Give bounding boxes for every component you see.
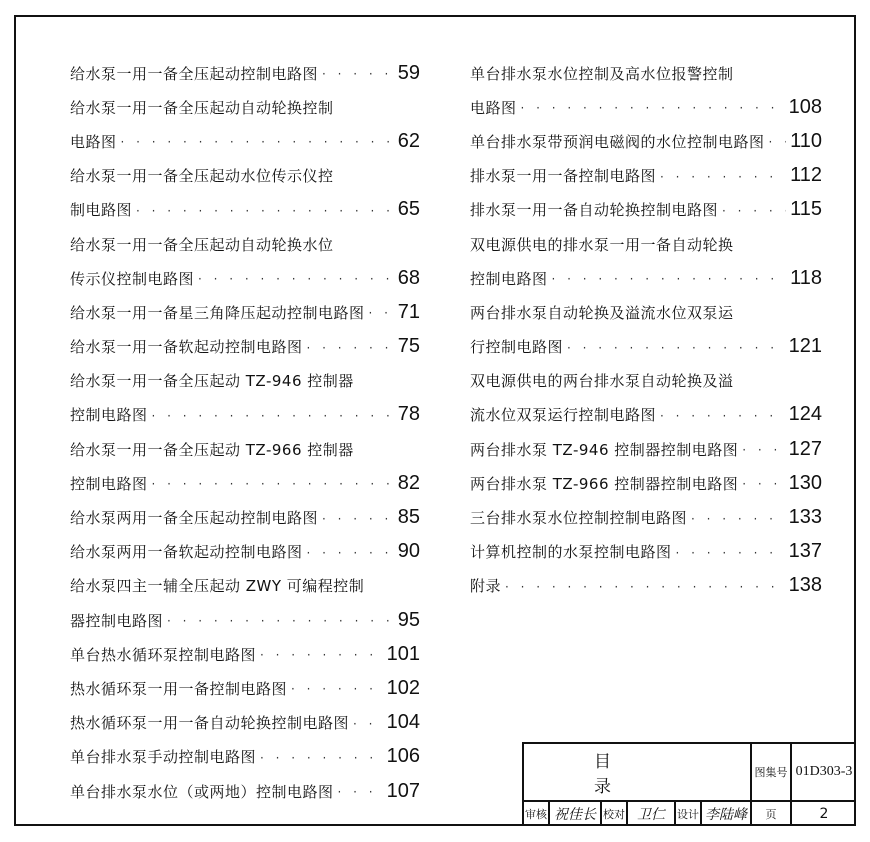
design-signature: 李陆峰 [700, 802, 750, 826]
toc-entry [70, 124, 420, 158]
toc-entry-title: 给水泵一用一备全压起动控制电路图 [70, 64, 319, 83]
toc-entry-title: 给水泵一用一备全压起动 TZ-946 控制器 [70, 372, 354, 391]
toc-entry-title: 电路图 [470, 98, 517, 117]
toc-leader-dots [656, 409, 785, 423]
toc-entry-title: 双电源供电的两台排水泵自动轮换及溢 [470, 372, 734, 391]
toc-entry-title: 三台排水泵水位控制控制电路图 [470, 509, 688, 528]
toc-entry-page: 82 [397, 471, 420, 494]
toc-entry-title: 双电源供电的排水泵一用一备自动轮换 [470, 235, 734, 254]
check-signature: 卫仁 [626, 802, 674, 826]
toc-entry-page: 115 [790, 198, 822, 221]
toc-entry [470, 432, 822, 466]
toc-entry-title: 给水泵一用一备全压起动自动轮换控制 [70, 98, 334, 117]
toc-entry-page: 71 [397, 300, 420, 323]
toc-entry-page: 95 [397, 608, 420, 631]
toc-entry-title: 单台排水泵水位（或两地）控制电路图 [70, 782, 334, 801]
toc-entry [70, 193, 420, 227]
toc-leader-dots [132, 204, 394, 218]
toc-entry-title: 给水泵一用一备星三角降压起动控制电路图 [70, 303, 365, 322]
toc-entry [70, 637, 420, 671]
design-label: 设计 [674, 802, 700, 826]
toc-leader-dots [117, 135, 394, 149]
toc-entry-title: 单台热水循环泵控制电路图 [70, 645, 257, 664]
toc-entry [470, 398, 822, 432]
toc-entry-page: 75 [397, 335, 420, 358]
toc-entry-title: 控制电路图 [70, 474, 148, 493]
toc-entry-title: 排水泵一用一备自动轮换控制电路图 [470, 201, 719, 220]
toc-entry-page: 133 [788, 506, 822, 529]
toc-leader-dots [318, 512, 394, 526]
toc-entry-title: 控制电路图 [470, 269, 548, 288]
toc-entry-page: 118 [790, 266, 822, 289]
toc-entry-title: 制电路图 [70, 201, 133, 220]
toc-entry [70, 603, 420, 637]
toc-entry [470, 261, 822, 295]
title-block [522, 742, 856, 826]
atlas-number: 01D303-3 [790, 744, 856, 800]
toc-entry [470, 159, 822, 193]
toc-entry [470, 330, 822, 364]
toc-entry-page: 65 [397, 198, 420, 221]
check-label: 校对 [600, 802, 626, 826]
toc-entry-page: 127 [788, 437, 822, 460]
title-block-title: 目录 [594, 752, 681, 797]
toc-leader-dots [163, 614, 394, 628]
toc-entry-title: 附录 [470, 577, 502, 596]
toc-leader-dots [672, 546, 785, 560]
toc-leader-dots [256, 751, 383, 765]
toc-entry-page: 138 [788, 574, 822, 597]
toc-entry [70, 500, 420, 534]
toc-entry [470, 193, 822, 227]
toc-entry [70, 295, 420, 329]
toc-entry-page: 101 [386, 642, 420, 665]
toc-entry [70, 706, 420, 740]
toc-leader-dots [303, 546, 394, 560]
toc-entry [470, 364, 822, 398]
toc-entry-title: 热水循环泵一用一备自动轮换控制电路图 [70, 714, 350, 733]
review-label: 审核 [525, 808, 547, 821]
toc-left-column [70, 56, 420, 808]
toc-entry [70, 740, 420, 774]
toc-leader-dots [656, 170, 786, 184]
toc-leader-dots [365, 306, 394, 320]
toc-entry [470, 227, 822, 261]
toc-entry-page: 102 [386, 676, 420, 699]
toc-entry-title: 单台排水泵手动控制电路图 [70, 748, 257, 767]
toc-entry [70, 398, 420, 432]
toc-entry-title: 两台排水泵 TZ-966 控制器控制电路图 [470, 474, 739, 493]
toc-entry-title: 单台排水泵水位控制及高水位报警控制 [470, 64, 734, 83]
toc-entry-page: 106 [386, 745, 420, 768]
toc-leader-dots [738, 477, 784, 491]
toc-entry-title: 给水泵一用一备全压起动自动轮换水位 [70, 235, 334, 254]
toc-entry [470, 569, 822, 603]
toc-entry-page: 90 [397, 540, 420, 563]
toc-entry-title: 给水泵两用一备软起动控制电路图 [70, 543, 303, 562]
toc-leader-dots [718, 204, 786, 218]
toc-leader-dots [334, 785, 383, 799]
toc-leader-dots [548, 272, 787, 286]
toc-entry [70, 569, 420, 603]
page-number: 2 [790, 802, 856, 826]
toc-entry-page: 110 [790, 129, 822, 152]
toc-entry-page: 59 [397, 61, 420, 84]
toc-entry-title: 给水泵一用一备软起动控制电路图 [70, 338, 303, 357]
toc-entry-title: 排水泵一用一备控制电路图 [470, 167, 657, 186]
toc-entry [70, 432, 420, 466]
toc-leader-dots [256, 648, 383, 662]
toc-entry [470, 124, 822, 158]
toc-right-column [470, 56, 822, 603]
toc-entry-page: 85 [397, 506, 420, 529]
toc-entry-title: 行控制电路图 [470, 338, 564, 357]
toc-entry [470, 295, 822, 329]
toc-entry-title: 给水泵四主一辅全压起动 ZWY 可编程控制 [70, 577, 365, 596]
toc-entry-page: 62 [397, 129, 420, 152]
page-label: 页 [750, 802, 790, 826]
toc-entry-title: 传示仪控制电路图 [70, 269, 195, 288]
toc-entry [470, 90, 822, 124]
toc-leader-dots [148, 477, 394, 491]
atlas-label: 图集号 [750, 744, 790, 800]
toc-entry [70, 364, 420, 398]
toc-entry-page: 137 [788, 540, 822, 563]
toc-entry-page: 121 [788, 335, 822, 358]
toc-entry [70, 227, 420, 261]
toc-entry [70, 774, 420, 808]
toc-entry [70, 159, 420, 193]
toc-leader-dots [563, 341, 785, 355]
toc-leader-dots [349, 717, 383, 731]
toc-entry [470, 500, 822, 534]
review-signature: 祝佳长 [548, 802, 600, 826]
toc-entry-page: 124 [788, 403, 822, 426]
toc-entry-title: 器控制电路图 [70, 611, 164, 630]
toc-entry-title: 两台排水泵自动轮换及溢流水位双泵运 [470, 303, 734, 322]
toc-entry [470, 535, 822, 569]
toc-entry [70, 466, 420, 500]
toc-entry [470, 56, 822, 90]
toc-entry [70, 535, 420, 569]
toc-leader-dots [318, 67, 394, 81]
toc-leader-dots [765, 135, 787, 149]
toc-entry-title: 热水循环泵一用一备控制电路图 [70, 679, 288, 698]
toc-entry-title: 给水泵一用一备全压起动 TZ-966 控制器 [70, 440, 354, 459]
toc-entry [70, 671, 420, 705]
toc-entry-page: 112 [790, 164, 822, 187]
toc-entry-title: 电路图 [70, 132, 117, 151]
toc-leader-dots [687, 512, 785, 526]
toc-leader-dots [303, 341, 394, 355]
toc-leader-dots [501, 580, 785, 594]
toc-entry-title: 单台排水泵带预润电磁阀的水位控制电路图 [470, 132, 765, 151]
toc-leader-dots [738, 443, 784, 457]
toc-leader-dots [148, 409, 394, 423]
toc-leader-dots [287, 682, 383, 696]
toc-entry-page: 107 [386, 779, 420, 802]
toc-entry [70, 56, 420, 90]
toc-entry [70, 90, 420, 124]
toc-entry [70, 330, 420, 364]
toc-leader-dots [194, 272, 394, 286]
toc-entry-title: 流水位双泵运行控制电路图 [470, 406, 657, 425]
toc-entry-title: 给水泵两用一备全压起动控制电路图 [70, 509, 319, 528]
toc-entry-page: 68 [397, 266, 420, 289]
toc-entry-page: 104 [386, 711, 420, 734]
toc-entry-title: 计算机控制的水泵控制电路图 [470, 543, 672, 562]
toc-entry-title: 两台排水泵 TZ-946 控制器控制电路图 [470, 440, 739, 459]
toc-entry [70, 261, 420, 295]
toc-entry-title: 控制电路图 [70, 406, 148, 425]
toc-entry-page: 108 [788, 95, 822, 118]
toc-entry-page: 130 [788, 471, 822, 494]
toc-entry [470, 466, 822, 500]
toc-leader-dots [517, 101, 785, 115]
toc-entry-page: 78 [397, 403, 420, 426]
toc-entry-title: 给水泵一用一备全压起动水位传示仪控 [70, 167, 334, 186]
